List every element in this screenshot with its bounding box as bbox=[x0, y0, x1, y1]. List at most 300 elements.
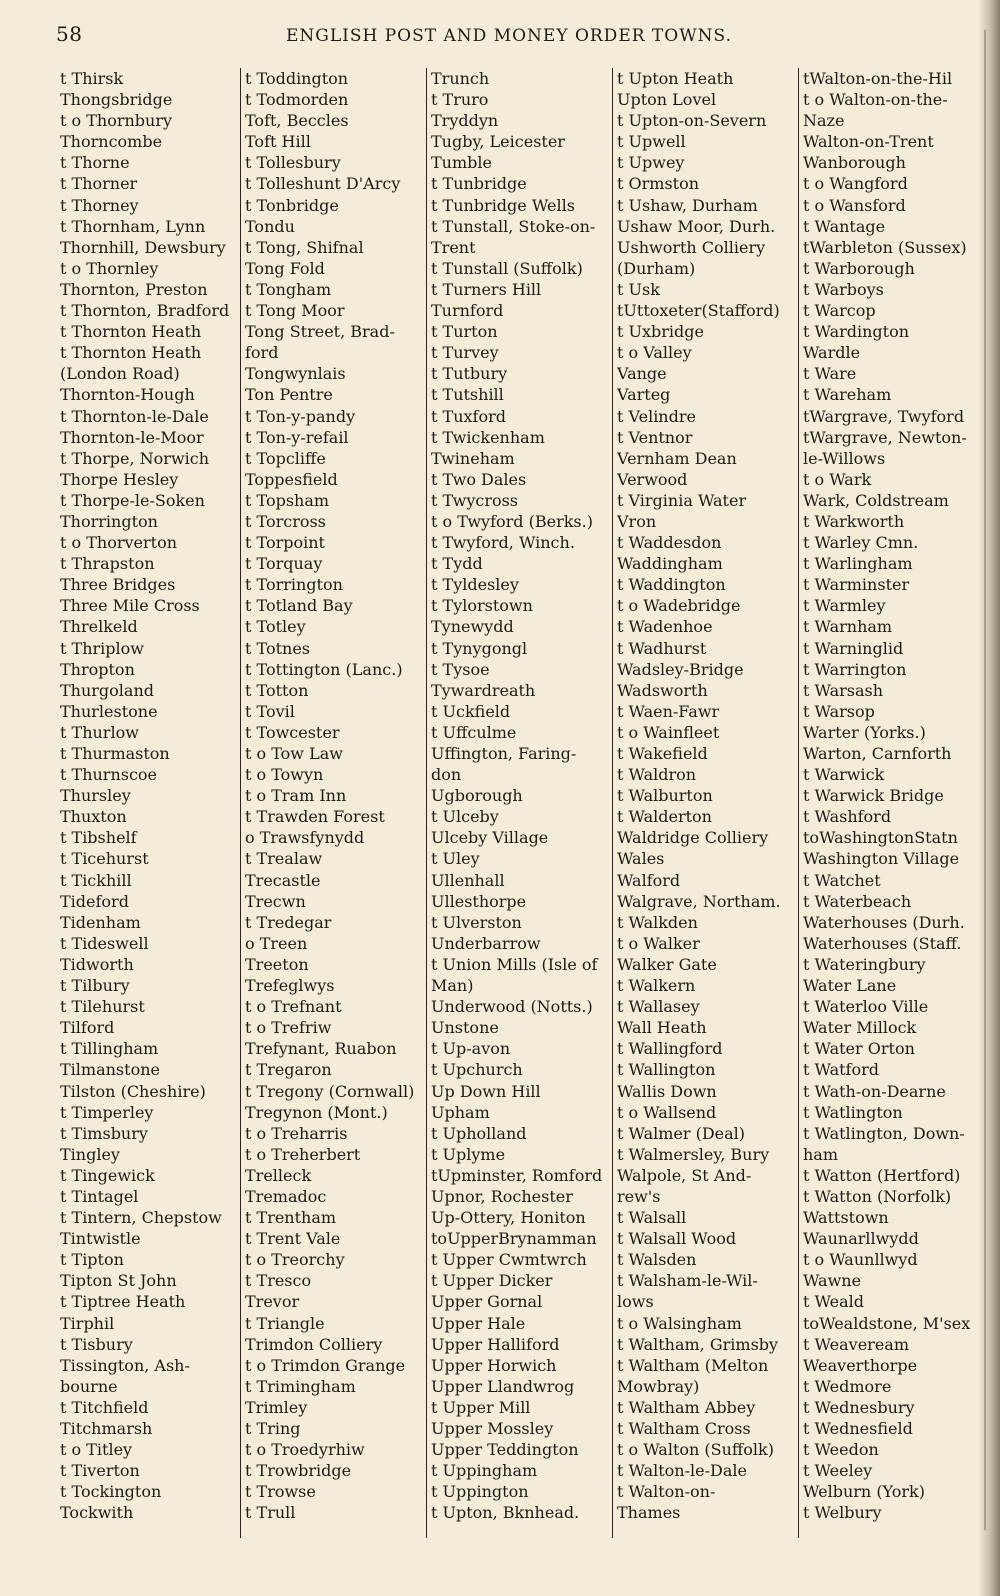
town-entry: t Warboys bbox=[803, 279, 884, 299]
town-entry: t o Treorchy bbox=[245, 1250, 345, 1270]
town-entry: t Upton Heath bbox=[617, 69, 734, 88]
town-entry: Threlkeld bbox=[60, 617, 138, 637]
town-entry: toWealdstone, M'sex bbox=[803, 1313, 971, 1333]
town-entry: t Tunstall, Stoke-on- bbox=[431, 216, 596, 236]
town-entry: t Tylorstown bbox=[431, 596, 533, 616]
town-entry: Trefeglwys bbox=[245, 976, 335, 996]
town-entry: Up Down Hill bbox=[431, 1081, 541, 1101]
town-entry: Thorrington bbox=[60, 511, 158, 531]
town-entry: Naze bbox=[803, 111, 845, 131]
town-entry: t Walderton bbox=[617, 807, 712, 827]
town-entry: Upnor, Rochester bbox=[431, 1186, 573, 1206]
town-entry: Wall Heath bbox=[617, 1018, 707, 1038]
town-entry: t Walton-on- bbox=[617, 1482, 716, 1502]
town-entry: Ugborough bbox=[431, 786, 523, 806]
town-entry: Tong Street, Brad- bbox=[245, 322, 395, 342]
town-entry: Warter (Yorks.) bbox=[803, 722, 926, 742]
town-entry: t Welbury bbox=[803, 1503, 882, 1523]
town-entry: le-Willows bbox=[803, 448, 886, 468]
town-entry: t o Thornbury bbox=[60, 111, 173, 131]
town-entry: t Upchurch bbox=[431, 1060, 523, 1080]
town-entry: Ullenhall bbox=[431, 870, 505, 890]
town-entry: Upton Lovel bbox=[617, 90, 717, 110]
town-entry: t Weaveream bbox=[803, 1334, 909, 1354]
town-entry: Thropton bbox=[60, 659, 135, 679]
town-entry: t Washford bbox=[803, 807, 892, 827]
town-entry: t Tillingham bbox=[60, 1039, 159, 1059]
town-entry: t Uley bbox=[431, 849, 480, 869]
town-entry: Tockwith bbox=[60, 1503, 134, 1523]
town-entry: Toft Hill bbox=[245, 132, 311, 152]
town-entry: t o Treharris bbox=[245, 1123, 348, 1143]
town-entry: tWargrave, Newton- bbox=[803, 427, 967, 447]
town-entry: t o Wangford bbox=[803, 174, 908, 194]
town-entry: t Warnham bbox=[803, 617, 893, 637]
town-entry: Upper Gornal bbox=[431, 1292, 543, 1312]
town-entry: Thursley bbox=[60, 786, 131, 806]
town-entry: Unstone bbox=[431, 1018, 499, 1038]
town-entry: t Tovil bbox=[245, 701, 295, 721]
town-entry: t o Treherbert bbox=[245, 1144, 361, 1164]
town-entry: t Wantage bbox=[803, 216, 886, 236]
town-entry: don bbox=[431, 765, 462, 785]
town-entry: t Ticehurst bbox=[60, 849, 149, 869]
town-entry: t Watton (Hertford) bbox=[803, 1165, 961, 1185]
town-entry: Tingley bbox=[60, 1144, 120, 1164]
town-entry: t Weald bbox=[803, 1292, 865, 1312]
town-entry: Upper Teddington bbox=[431, 1440, 579, 1460]
town-entry: Thornton, Preston bbox=[60, 279, 208, 299]
town-entry: rew's bbox=[617, 1186, 661, 1206]
town-entry: t Thorpe-le-Soken bbox=[60, 490, 205, 510]
town-entry: Ulceby Village bbox=[431, 828, 549, 848]
town-entry: Waterhouses (Staff. bbox=[803, 933, 962, 953]
town-entry: t Totnes bbox=[245, 638, 310, 658]
town-entry: Tidenham bbox=[60, 912, 141, 932]
town-entry: Thornton-Hough bbox=[60, 385, 195, 405]
town-entry: (Durham) bbox=[617, 258, 696, 278]
town-entry: t o Wainfleet bbox=[617, 722, 720, 742]
town-entry: t Watford bbox=[803, 1060, 879, 1080]
town-entry: t Warwick Bridge bbox=[803, 786, 944, 806]
town-entry: t Walmersley, Bury bbox=[617, 1144, 770, 1164]
town-entry: t o Trefnant bbox=[245, 997, 342, 1017]
town-entry: t Ware bbox=[803, 364, 857, 384]
town-entry: Water Lane bbox=[803, 976, 897, 996]
town-entry: t o Valley bbox=[617, 343, 692, 363]
town-entry: t Union Mills (Isle of bbox=[431, 954, 598, 974]
town-entry: t Wateringbury bbox=[803, 954, 926, 974]
town-entry: t Walkern bbox=[617, 976, 696, 996]
town-entry: Thorpe Hesley bbox=[60, 469, 179, 489]
town-entry: t Ulverston bbox=[431, 912, 522, 932]
town-entry: t Twycross bbox=[431, 490, 519, 510]
town-entry: Waldridge Colliery bbox=[617, 828, 769, 848]
town-entry: Walton-on-Trent bbox=[803, 132, 934, 152]
town-entry: t Waltham Cross bbox=[617, 1419, 751, 1438]
town-entry: t Trawden Forest bbox=[245, 807, 385, 827]
town-entry: ham bbox=[803, 1144, 839, 1164]
town-entry: t Thornham, Lynn bbox=[60, 216, 206, 236]
town-entry: t Ton-y-pandy bbox=[245, 406, 356, 426]
town-entry: Trevor bbox=[245, 1292, 300, 1312]
town-entry: t Tiptree Heath bbox=[60, 1292, 186, 1312]
town-entry: t o Walton-on-the- bbox=[803, 90, 948, 110]
town-entry: t Upholland bbox=[431, 1123, 527, 1143]
town-entry: t Thornton-le-Dale bbox=[60, 406, 209, 426]
town-entry: t Tutbury bbox=[431, 364, 508, 384]
town-entry: t Tunbridge Wells bbox=[431, 195, 575, 215]
town-entry: Walford bbox=[617, 870, 681, 890]
town-entry: t Turvey bbox=[431, 343, 499, 363]
town-entry: t Tunstall (Suffolk) bbox=[431, 258, 583, 278]
column-1 bbox=[56, 68, 240, 1538]
town-entry: t Torpoint bbox=[245, 533, 325, 553]
town-entry: t o Trimdon Grange bbox=[245, 1355, 406, 1375]
town-entry: Wanborough bbox=[803, 153, 906, 173]
town-entry: t Tockington bbox=[60, 1482, 162, 1502]
town-entry: t Torcross bbox=[245, 511, 326, 531]
column-5 bbox=[798, 68, 976, 1538]
town-entry: t Ton-y-refail bbox=[245, 427, 349, 447]
town-entry: t Waltham (Melton bbox=[617, 1355, 769, 1375]
page-edge-shadow bbox=[978, 0, 1000, 1596]
town-entry: t Totton bbox=[245, 680, 309, 700]
town-entry: t Wedmore bbox=[803, 1376, 892, 1396]
town-entry: toUpperBrynamman bbox=[431, 1229, 597, 1249]
town-entry: t Walton-le-Dale bbox=[617, 1461, 747, 1481]
town-entry: Man) bbox=[431, 976, 474, 996]
town-entry: Trimley bbox=[245, 1397, 308, 1417]
town-entry: t Warninglid bbox=[803, 638, 904, 658]
town-entry: Tumble bbox=[431, 153, 492, 173]
town-entry: t Thorney bbox=[60, 195, 139, 215]
town-entry: t Tintern, Chepstow bbox=[60, 1208, 222, 1228]
town-entry: Wardle bbox=[803, 343, 861, 363]
town-entry: t Walsall Wood bbox=[617, 1229, 737, 1249]
town-entry: t Velindre bbox=[617, 406, 696, 426]
town-entry: o Treen bbox=[245, 933, 308, 953]
town-entry: t Thrapston bbox=[60, 554, 155, 574]
town-columns bbox=[56, 68, 976, 1538]
town-entry: Tongwynlais bbox=[245, 364, 346, 384]
town-entry: t Thurmaston bbox=[60, 744, 170, 763]
town-entry: t Thurnscoe bbox=[60, 765, 158, 785]
town-entry: t Watlington, Down- bbox=[803, 1123, 965, 1143]
town-entry: t Trealaw bbox=[245, 849, 323, 869]
town-entry: t Ushaw, Durham bbox=[617, 195, 758, 215]
town-entry: Thornhill, Dewsbury bbox=[60, 237, 226, 257]
town-entry: Walker Gate bbox=[617, 954, 717, 974]
town-entry: Vernham Dean bbox=[617, 448, 737, 468]
town-entry: t Tregony (Cornwall) bbox=[245, 1081, 415, 1101]
town-entry: tWarbleton (Sussex) bbox=[803, 237, 967, 257]
town-entry: Wattstown bbox=[803, 1208, 889, 1228]
town-entry: Vron bbox=[617, 511, 657, 531]
town-entry: t Trentham bbox=[245, 1208, 337, 1228]
town-entry: t Thriplow bbox=[60, 638, 144, 658]
town-entry: Wales bbox=[617, 849, 665, 869]
town-entry: t Ulceby bbox=[431, 807, 499, 827]
town-entry: Thornton-le-Moor bbox=[60, 427, 204, 447]
town-entry: t Tongham bbox=[245, 279, 332, 299]
town-entry: t Upper Cwmtwrch bbox=[431, 1250, 587, 1270]
town-entry: t Timperley bbox=[60, 1102, 154, 1122]
town-entry: Tondu bbox=[245, 216, 295, 236]
town-entry: t Up-avon bbox=[431, 1039, 511, 1059]
town-entry: t Tideswell bbox=[60, 933, 149, 953]
town-entry: t Warwick bbox=[803, 765, 885, 785]
town-entry: Thurlestone bbox=[60, 701, 158, 721]
town-entry: t Thorpe, Norwich bbox=[60, 448, 210, 468]
column-4 bbox=[612, 68, 798, 1538]
town-entry: Thurgoland bbox=[60, 680, 155, 700]
town-entry: t Water Orton bbox=[803, 1039, 915, 1059]
town-entry: Waddingham bbox=[617, 554, 723, 574]
town-entry: Tregynon (Mont.) bbox=[245, 1102, 388, 1122]
town-entry: t Todmorden bbox=[245, 90, 349, 110]
town-entry: tWalton-on-the-Hil bbox=[803, 69, 953, 88]
town-entry: t Tuxford bbox=[431, 406, 506, 426]
town-entry: t Weeley bbox=[803, 1461, 873, 1481]
town-entry: t Tong, Shifnal bbox=[245, 237, 364, 257]
town-entry: t Uppington bbox=[431, 1482, 529, 1502]
town-entry: t o Walker bbox=[617, 933, 700, 953]
town-entry: t o Wark bbox=[803, 469, 872, 489]
town-entry: t Watchet bbox=[803, 870, 881, 890]
town-entry: t Tottington (Lanc.) bbox=[245, 659, 403, 679]
town-entry: t Warborough bbox=[803, 258, 915, 278]
town-entry: Upham bbox=[431, 1102, 490, 1122]
town-entry: t Upton, Bknhead. bbox=[431, 1503, 580, 1523]
town-entry: Toft, Beccles bbox=[245, 111, 349, 131]
town-entry: Twineham bbox=[431, 448, 515, 468]
town-entry: t Twyford, Winch. bbox=[431, 533, 575, 553]
running-title: ENGLISH POST AND MONEY ORDER TOWNS. bbox=[286, 26, 732, 46]
town-entry: Washington Village bbox=[803, 849, 960, 869]
town-entry: t Tollesbury bbox=[245, 153, 341, 173]
town-entry: Mowbray) bbox=[617, 1376, 700, 1396]
town-entry: t Usk bbox=[617, 279, 660, 299]
town-entry: t Tonbridge bbox=[245, 195, 339, 215]
town-entry: t o Waunllwyd bbox=[803, 1250, 918, 1270]
town-entry: tWargrave, Twyford bbox=[803, 406, 965, 426]
page-header bbox=[56, 22, 976, 52]
town-entry: t o Tram Inn bbox=[245, 786, 347, 806]
town-entry: t Tolleshunt D'Arcy bbox=[245, 174, 401, 194]
town-entry: Trefynant, Ruabon bbox=[245, 1039, 397, 1059]
town-entry: Weaverthorpe bbox=[803, 1355, 918, 1375]
town-entry: t Warley Cmn. bbox=[803, 533, 919, 553]
town-entry: t Warlingham bbox=[803, 554, 913, 574]
town-entry: Uffington, Faring- bbox=[431, 744, 577, 763]
town-entry: t Waldron bbox=[617, 765, 697, 785]
town-entry: t Trull bbox=[245, 1503, 296, 1523]
town-entry: t o Trefriw bbox=[245, 1018, 332, 1038]
town-entry: Tywardreath bbox=[431, 680, 536, 700]
town-entry: t Tregaron bbox=[245, 1060, 332, 1080]
town-entry: Thorncombe bbox=[60, 132, 163, 152]
town-entry: Waunarllwydd bbox=[803, 1229, 919, 1249]
town-entry: t Tilbury bbox=[60, 976, 130, 996]
town-entry: Trunch bbox=[431, 69, 490, 88]
town-entry: t Wardington bbox=[803, 322, 910, 342]
town-entry: t Thornton, Bradford bbox=[60, 301, 230, 321]
town-entry: lows bbox=[617, 1292, 654, 1312]
town-entry: Ton Pentre bbox=[245, 385, 333, 405]
town-entry: Walgrave, Northam. bbox=[617, 891, 781, 911]
town-entry: t o Towyn bbox=[245, 765, 324, 785]
town-entry: t Tiverton bbox=[60, 1461, 140, 1481]
town-entry: t Thurlow bbox=[60, 722, 139, 742]
town-entry: t Thornton Heath bbox=[60, 343, 202, 363]
town-entry: t Totland Bay bbox=[245, 596, 353, 616]
town-entry: Treeton bbox=[245, 954, 309, 974]
town-entry: t Waterloo Ville bbox=[803, 997, 929, 1017]
page-number: 58 bbox=[56, 22, 83, 46]
town-entry: Three Mile Cross bbox=[60, 596, 200, 616]
town-entry: Tidworth bbox=[60, 954, 134, 974]
town-entry: Tugby, Leicester bbox=[431, 132, 565, 152]
town-entry: Wark, Coldstream bbox=[803, 490, 949, 510]
town-entry: t o Thorverton bbox=[60, 533, 178, 553]
town-entry: Tilston (Cheshire) bbox=[60, 1081, 206, 1101]
town-entry: t Triangle bbox=[245, 1313, 325, 1333]
town-entry: bourne bbox=[60, 1376, 118, 1396]
town-entry: t Walsall bbox=[617, 1208, 687, 1228]
town-entry: Tong Fold bbox=[245, 258, 325, 278]
town-entry: Water Millock bbox=[803, 1018, 917, 1038]
town-entry: t Walsham-le-Wil- bbox=[617, 1271, 758, 1291]
town-entry: t o Titley bbox=[60, 1440, 133, 1460]
town-entry: t Wallingford bbox=[617, 1039, 723, 1059]
town-entry: Tilmanstone bbox=[60, 1060, 160, 1080]
town-entry: Tilford bbox=[60, 1018, 115, 1038]
town-entry: t Tong Moor bbox=[245, 301, 345, 321]
town-entry: t Waterbeach bbox=[803, 891, 912, 911]
town-entry: t Weedon bbox=[803, 1440, 879, 1460]
town-entry: t Warminster bbox=[803, 575, 910, 595]
town-entry: Tintwistle bbox=[60, 1229, 141, 1249]
town-entry: t Upwey bbox=[617, 153, 685, 173]
town-entry: t Tibshelf bbox=[60, 828, 137, 848]
town-entry: t Waltham, Grimsby bbox=[617, 1334, 779, 1354]
town-entry: t Titchfield bbox=[60, 1397, 149, 1417]
town-entry: Tipton St John bbox=[60, 1271, 177, 1291]
town-entry: t o Walsingham bbox=[617, 1313, 742, 1333]
town-entry: t Wakefield bbox=[617, 744, 708, 763]
town-entry: Wawne bbox=[803, 1271, 862, 1291]
town-entry: t Watlington bbox=[803, 1102, 903, 1122]
town-entry: t Trowse bbox=[245, 1482, 316, 1502]
town-entry: Upper Horwich bbox=[431, 1355, 557, 1375]
town-entry: t Upton-on-Severn bbox=[617, 111, 767, 131]
town-entry: t Walsden bbox=[617, 1250, 697, 1270]
town-entry: Trimdon Colliery bbox=[245, 1334, 383, 1354]
town-entry: Welburn (York) bbox=[803, 1482, 925, 1502]
town-entry: tUttoxeter(Stafford) bbox=[617, 301, 780, 321]
town-entry: t Thirsk bbox=[60, 69, 124, 88]
town-entry: t Tilehurst bbox=[60, 997, 145, 1017]
town-entry: t Uffculme bbox=[431, 722, 517, 742]
town-entry: Upper Mossley bbox=[431, 1419, 554, 1438]
town-entry: (London Road) bbox=[60, 364, 180, 384]
town-entry: t Toddington bbox=[245, 69, 349, 88]
town-entry: t Turners Hill bbox=[431, 279, 542, 299]
town-entry: t Tring bbox=[245, 1419, 301, 1438]
town-entry: t o Walton (Suffolk) bbox=[617, 1440, 774, 1460]
town-entry: Waterhouses (Durh. bbox=[803, 912, 965, 932]
town-entry: Trecwn bbox=[245, 891, 306, 911]
town-entry: t Tresco bbox=[245, 1271, 312, 1291]
town-entry: t Tutshill bbox=[431, 385, 504, 405]
town-entry: t Warsop bbox=[803, 701, 875, 721]
town-entry: t Tyldesley bbox=[431, 575, 519, 595]
town-entry: t Walburton bbox=[617, 786, 713, 806]
town-entry: t Upper Mill bbox=[431, 1397, 531, 1417]
town-entry: t Upper Dicker bbox=[431, 1271, 553, 1291]
town-entry: Underwood (Notts.) bbox=[431, 997, 593, 1017]
town-entry: t Trowbridge bbox=[245, 1461, 352, 1481]
town-entry: t Uxbridge bbox=[617, 322, 704, 342]
town-entry: t o Tow Law bbox=[245, 744, 343, 763]
town-entry: Wadsley-Bridge bbox=[617, 659, 744, 679]
town-entry: t Turton bbox=[431, 322, 498, 342]
town-entry: Thames bbox=[617, 1503, 681, 1523]
town-entry: t Uppingham bbox=[431, 1461, 538, 1481]
town-entry: t Tysoe bbox=[431, 659, 490, 679]
town-entry: Thongsbridge bbox=[60, 90, 173, 110]
town-entry: o Trawsfynydd bbox=[245, 828, 365, 848]
town-entry: t Waen-Fawr bbox=[617, 701, 720, 721]
town-entry: Verwood bbox=[617, 469, 688, 489]
town-entry: t Ventnor bbox=[617, 427, 693, 447]
town-entry: t Two Dales bbox=[431, 469, 527, 489]
town-entry: t Tynygongl bbox=[431, 638, 528, 658]
town-entry: Upper Hale bbox=[431, 1313, 526, 1333]
town-entry: t Walkden bbox=[617, 912, 698, 932]
town-entry: t Tisbury bbox=[60, 1334, 133, 1354]
town-entry: t Warkworth bbox=[803, 511, 905, 531]
town-entry: Ushworth Colliery bbox=[617, 237, 766, 257]
town-entry: t Warrington bbox=[803, 659, 907, 679]
town-entry: t Torquay bbox=[245, 554, 323, 574]
column-3 bbox=[426, 68, 612, 1538]
town-entry: Three Bridges bbox=[60, 575, 176, 595]
town-entry: t Watton (Norfolk) bbox=[803, 1186, 952, 1206]
town-entry: t o Wadebridge bbox=[617, 596, 741, 616]
town-entry: t o Troedyrhiw bbox=[245, 1440, 365, 1460]
town-entry: t Waltham Abbey bbox=[617, 1397, 756, 1417]
town-entry: Ushaw Moor, Durh. bbox=[617, 216, 776, 236]
town-entry: Tryddyn bbox=[431, 111, 499, 131]
town-entry: Tynewydd bbox=[431, 617, 514, 637]
town-entry: t o Wansford bbox=[803, 195, 906, 215]
town-entry: Toppesfield bbox=[245, 469, 338, 489]
town-entry: Trelleck bbox=[245, 1165, 312, 1185]
town-entry: ford bbox=[245, 343, 279, 363]
column-2 bbox=[240, 68, 426, 1538]
town-entry: t Virginia Water bbox=[617, 490, 747, 510]
town-entry: t Wallington bbox=[617, 1060, 716, 1080]
town-entry: t Warcop bbox=[803, 301, 876, 321]
town-entry: t Tickhill bbox=[60, 870, 132, 890]
town-entry: t Wadenhoe bbox=[617, 617, 713, 637]
town-entry: Tideford bbox=[60, 891, 129, 911]
town-entry: t Walmer (Deal) bbox=[617, 1123, 746, 1143]
town-entry: t Tingewick bbox=[60, 1165, 155, 1185]
town-entry: t Twickenham bbox=[431, 427, 545, 447]
